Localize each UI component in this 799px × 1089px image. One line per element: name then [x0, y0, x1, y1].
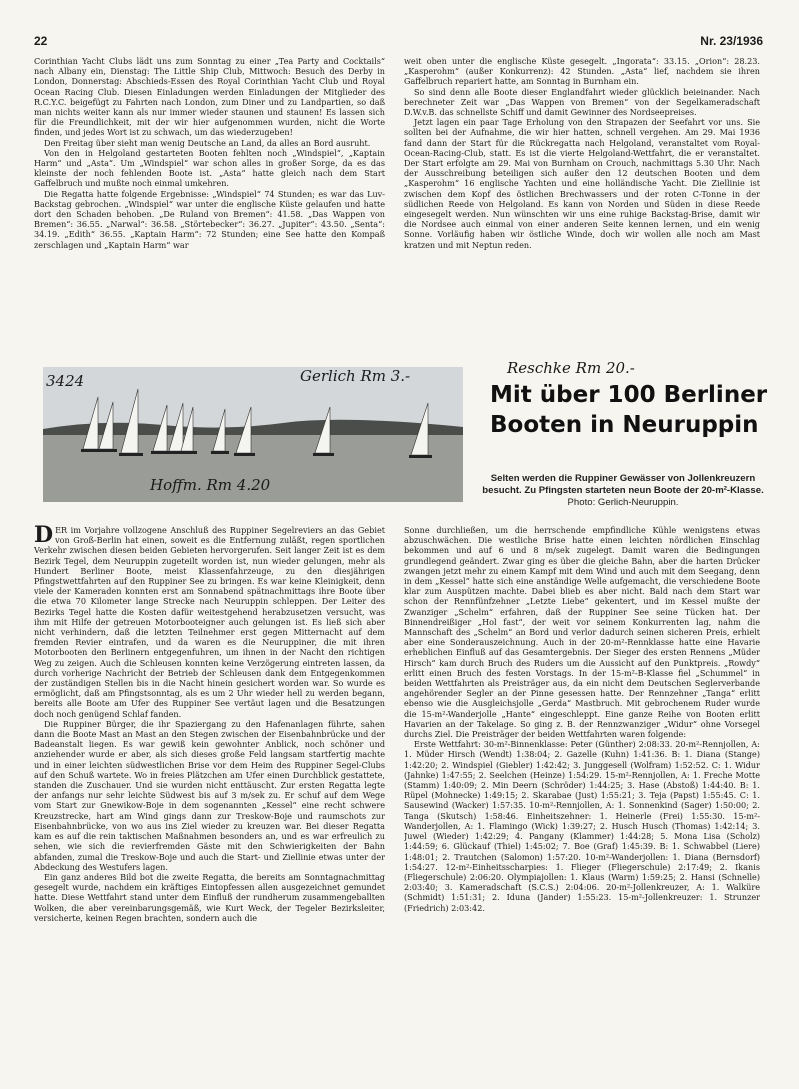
page-number: 22 [34, 34, 48, 48]
photo-credit: Photo: Gerlich-Neuruppin. [567, 497, 679, 508]
paragraph: Den Freitag über sieht man wenig Deutsche an Land, da alles an Bord ausruht. [44, 137, 371, 148]
paragraph: Die Regatta hatte folgende Ergebnisse: „Windspiel“ 74 Stunden; es war das Luv-Backstag gebrochen. „Windspiel“ war unter die englische Küste gelaufen und hatte dort den Schaden behoben. „De Ruland von Bremen“: 41.58. „Das Wappen von Bremen“: 36.55. „Narwal“: 36.58. „Störtebecker“: 36.27. „Jupiter“: 43.50. „Senta“: 34.19. „Edith“ 36.55. „Kaptain Harm“: 72 Stunden; eine See hatte den Kompaß zerschlagen und „Kaptain Harm“ war [34, 188, 385, 250]
handwritten-note: Hoffm. Rm 4.20 [150, 476, 271, 494]
caption-text: Selten werden die Ruppiner Gewässer von Jollenkreuzern besucht. Zu Pfingsten starteten neun Boote der 20-m²-Klasse. [482, 473, 764, 496]
article-headline [490, 380, 770, 440]
results-paragraph: Erste Wettfahrt: 30-m²-Binnenklasse: Peter (Günther) 2:08:33. 20-m²-Rennjollen, A: 1. Müder Hirsch (Wendt) 1:38:04; 2. Gazelle (Kuhn) 1:41:36. B: 1. Diana (Stange) 1:42:20; 2. Windspiel (Giebler) 1:42:42; 3. Junggesell (Wolfram) 1:52:52. C: 1. Widur (Jahnke) 1:47:55; 2. Seelchen (Heinze) 1:54:29. 15-m²-Rennjollen, A: 1. Freche Motte (Stamm) 1:40:09; 2. Min Deern (Schröder) 1:44:25; 3. Hase (Abstoß) 1:44:40. B: 1. Rüpel (Mohnecke) 1:49:15; 2. Skarabae (Just) 1:55:21; 3. Teja (Papst) 1:55:45. C: 1. Sausewind (Wacker) 1:57:35. 10-m²-Rennjollen, A: 1. Sonnenkind (Sager) 1:50:00; 2. Tanga (Skutsch) 1:58:46. Einheitszehner: 1. Heinerle (Frei) 1:55:30. 15-m²-Wanderjollen, A: 1. Flamingo (Wick) 1:39:27; 2. Husch Husch (Thomas) 1:42:14; 3. Juwel (Wieder) 1:42:29; 4. Pangany (Klammer) 1:44:28; 5. Mona Lisa (Scholz) 1:44:59; 6. Glückauf (Thiel) 1:45:02; 7. Boe (Graf) 1:45:39. B: 1. Schwabbel (Liere) 1:48:01; 2. Trautchen (Salomon) 1:57:20. 10-m²-Wanderjollen: 1. Diana (Bernsdorf) 1:54:27. 12-m²-Einheitsscharpies: 1. Flieger (Fliegerschule) 2:17:49; 2. Ikanis (Fliegerschule) 2:06:20. Olympiajollen: 1. Klaus (Warm) 1:59:25; 2. Hansi (Schnelle) 2:03:40; 3. Kameradschaft (S.C.S.) 2:04:06. 20-m²-Jollenkreuzer, A: 1. Walküre (Schmidt) 1:51:31; 2. Iduna (Jander) 1:55:23. 15-m²-Jollenkreuzer: 1. Strunzer (Friedrich) 2:03:42. [404, 739, 760, 913]
paragraph: Die Ruppiner Bürger, die ihr Spaziergang zu den Hafenanlagen führte, sahen dann die Boote Mast an Mast an den Stegen zwischen der Eisenbahnbrücke und der Badeanstalt liegen. Es war gewiß kein gewohnter Anblick, noch schöner und anziehender wurde er aber, als sich dieses große Feld langsam startfertig machte und in einer leichten südwestlichen Brise vor dem Heim des Ruppiner Segel-Clubs auf den Schuß wartete. Wo in freies Plätzchen am Ufer einen Durchblick gestattete, standen die Zuschauer. Und sie wurden nicht enttäuscht. Zur ersten Regatta legte der anfangs nur sehr leichte Südwest bis auf 3 m/sek zu. Er schuf auf dem Wege vom Start zur Gnewikow-Boje in dem sogenannten „Kessel“ eine recht schwere Kreuzstrecke, hart am Wind gings dann zur Treskow-Boje und raumschots zur Eisenbahnbrücke, von wo aus ins Ziel wieder zu kreuzen war. Bei dieser Regatta kam es auf die rein taktischen Maßnahmen besonders an, und es war erfreulich zu sehen, wie sich die revierfremden Gäste mit den Schwierigkeiten der Bahn abfanden, zumal die Treskow-Boje und auch die Start- und Ziellinie etwas unter der Abdeckung des Westufers lagen. [34, 718, 385, 872]
handwritten-note: Reschke Rm 20.- [507, 359, 635, 377]
handwritten-note: Gerlich Rm 3.- [300, 367, 411, 385]
paragraph [34, 525, 385, 719]
column-left-bottom [34, 525, 385, 1060]
headline-line: Booten in Neuruppin [490, 412, 759, 438]
paragraph: Von den in Helgoland gestarteten Booten fehlten noch „Windspiel“, „Kaptain Harm“ und „Asta“. Um „Windspiel“ war schon alles in großer Sorge, da es das kleinste der noch fehlenden Boote ist. „Asta“ hatte gleich nach dem Start Gaffelbruch und mußte noch einmal umkehren. [34, 147, 385, 189]
paragraph: Sonne durchließen, um die herrschende empfindliche Kühle wenigstens etwas abzuschwächen. Die westliche Brise hatte einen leichten nördlichen Einschlag bekommen und auf 6 und 8 m/sek zugelegt. Damit waren die Bedingungen grundlegend geändert. Zwar ging es über die gleiche Bahn, aber die harten Drücker zwangen jetzt mehr zu einem Kampf mit dem Wind und auch mit dem Seegang, denn in dem „Kessel“ hatte sich eine anständige Welle aufgemacht, die verschiedene Boote klar zum Auspützen machte. Dabei blieb es aber nicht. Bald nach dem Start war schon der Rennfünfzehner „Letzte Liebe“ gekentert, und im Kessel mußte der Zwanziger „Schelm“ erfahren, daß der Ruppiner See seine Tücken hat. Der Binnendreißiger „Hol fast“, der weit vor seinem Konkurrenten lag, nahm die Mannschaft des „Schelm“ an Bord und verlor dadurch seinen sicheren Preis, erhielt aber eine Sonderauszeichnung. Auch in der 20-m²-Rennklasse hatte eine Havarie erheblichen Einfluß auf das Gesamtergebnis. Der Sieger des ersten Rennens „Müder Hirsch“ kam durch Bruch des Ruders um die Aussicht auf den Punktpreis. „Rowdy“ erlitt einen Bruch des festen Vorstags. In der 15-m²-B-Klasse fiel „Schummel“ in beiden Wettfahrten als Preisträger aus, da ein nicht dem Deutschen Seglerverbande angehörender Segler an der Pinne gesessen hatte. Der Rennzehner „Tanga“ erlitt ebenso wie die Ausgleichsjolle „Gerda“ Mastbruch. Mit gebrochenem Ruder wurde die 15-m²-Wanderjolle „Hante“ eingeschleppt. Eine ganze Reihe von Booten erlitt Havarien an der Takelage. So ging z. B. der Rennzwanziger „Widur“ ohne Vorsegel durchs Ziel. Die Preisträger der beiden Wettfahrten waren folgende: [404, 525, 760, 740]
paragraph: Ein ganz anderes Bild bot die zweite Regatta, die bereits am Sonntagnachmittag gesegelt wurde, nachdem ein kräftiges Eintopfessen allen ausgezeichnet gemundet hatte. Diese Wettfahrt stand unter dem Einfluß der rundherum zusammengeballten Wolken, die aber vereinbarungsgemäß, wie Kurt Weck, der Tegeler Bezirksleiter, versicherte, keinen Regen brachten, sondern auch die [34, 871, 385, 923]
paragraph: Corinthian Yacht Clubs lädt uns zum Sonntag zu einer „Tea Party and Cocktails“ nach Albany ein, Dienstag: The Little Ship Club, Mittwoch: Besuch des Derby in London, Donnerstag: Abschieds-Essen des Royal Corinthian Yacht Club und Royal Ocean Racing Club. Diesen Einladungen werden Einladungen der Mitglieder des R.C.Y.C. beigefügt zu Fahrten nach London, zum Diner und zu Landpartien, so daß man nichts weiter kann als nur immer wieder staunen und staunen! Es lassen sich für die Freundlichkeit, mit der wir hier aufgenommen wurden, nicht die Worte finden, und jedes Wort ist zu schwach, um das wiederzugeben! [34, 56, 385, 138]
column-right-bottom [404, 525, 760, 1060]
paragraph: Jetzt lagen ein paar Tage Erholung von den Strapazen der Seefahrt vor uns. Sie sollten bei der Aufnahme, die wir hier hatten, schnell vergehen. Am 29. Mai 1936 fand dann der Start für die Rückregatta nach Helgoland, veranstaltet vom Royal-Ocean-Racing-Club, statt. Es ist die vierte Helgoland-Wettfahrt, die er veranstaltet. Der Start erfolgte am 29. Mai von Burnham on Crouch, nachmittags 5.30 Uhr. Nach der Ausschreibung beteiligen sich außer den 12 deutschen Booten und dem „Kasperohm“ 16 englische Yachten und eine holländische Yacht. Die Ziellinie ist zwischen dem Kopf des östlichen Brechwassers und der roten C-Tonne in der südlichen Reede von Helgoland. Es kann von Norden und Süden in diese Reede eingesegelt werden. Nun wünschten wir uns eine ruhige Backstag-Brise, damit wir die Nordsee auch einmal von einer anderen Seite kennen lernen, und ein wenig Sonne. Vorläufig haben wir östliche Winde, doch wir wollen alle noch am Mast kratzen und mit Neptun reden. [404, 117, 760, 250]
photo-caption [478, 473, 768, 509]
issue-number: Nr. 23/1936 [700, 34, 763, 48]
headline-line: Mit über 100 Berliner [490, 382, 768, 408]
paragraph-text: ER im Vorjahre vollzogene Anschluß des Ruppiner Segelreviers an das Gebiet von Groß-Berlin hat einen, soweit es die Entfernung zuläßt, regen sportlichen Verkehr zwischen diesen beiden Gebieten hervorgerufen. Seit langer Zeit ist es dem Bezirk Tegel, dem Neuruppin zugeteilt worden ist, nun wieder gelungen, mehr als Hundert Berliner Boote, meist Klassenfahrzeuge, zu den diesjährigen Pfingstwettfahrten auf den Ruppiner See zu bringen. Es war keine Kleinigkeit, denn viele der Kameraden konnten erst am Sonnabend spätnachmittags ihre Boote über die etwa 70 Kilometer lange Strecke nach Neuruppin schleppen. Der Leiter des Bezirks Tegel hatte die Kosten dafür weitestgehend herabzusetzen versucht, was ihm mit Hilfe der getreuen Motorbooteigner auch gelungen ist. Es ließ sich aber nicht verhindern, daß die letzten Teilnehmer erst gegen Mitternacht auf dem fremden Revier eintrafen, und da waren es die Neuruppiner, die mit ihren Motorbooten den Berlinern entgegenfuhren, um ihnen in der Nacht den richtigen Weg zu zeigen. Auch die Schleusen konnten keine Verzögerung eintreten lassen, da durch vorherige Nachricht der Betrieb der Schleusen dank dem Entgegenkommen der zuständigen Stellen bis in die Nacht hinein gesichert worden war. So wurde es ermöglicht, daß am Pfingstsonntag, als es um 2 Uhr wieder hell zu werden begann, bereits alle Boote am Ufer des Ruppiner See vertäut lagen und die Besatzungen doch noch genügend Schlaf fanden. [34, 525, 385, 719]
column-left-top [34, 56, 385, 356]
handwritten-number: 3424 [46, 372, 85, 390]
paragraph: weit oben unter die englische Küste gesegelt. „Ingorata“: 33.15. „Orion“: 28.23. „Kasperohm“ (außer Konkurrenz): 42 Stunden. „Asta“ lief, nachdem sie ihren Gaffelbruch repariert hatte, am Sonntag in Burnham ein. [404, 56, 760, 87]
dropcap: D [34, 525, 54, 548]
paragraph: So sind denn alle Boote dieser Englandfahrt wieder glücklich beieinander. Nach berechneter Zeit war „Das Wappen von Bremen“ von der Segelkameradschaft D.W.v.B. das schnellste Schiff und damit Gewinner des Nordseepreises. [404, 86, 760, 118]
column-right-top [404, 56, 760, 356]
